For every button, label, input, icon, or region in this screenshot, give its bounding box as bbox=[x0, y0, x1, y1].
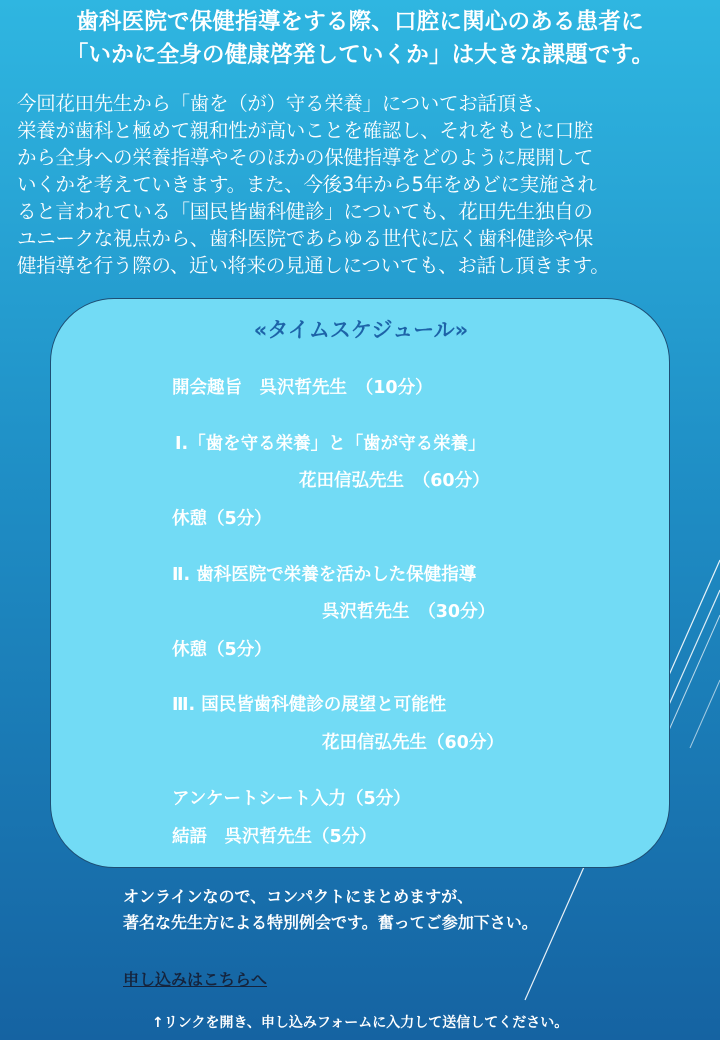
schedule-closing-remarks: 結語 呉沢哲先生（5分） bbox=[172, 827, 377, 847]
schedule-session3-speaker: 花田信弘先生（60分） bbox=[322, 733, 504, 753]
intro-line: 今回花田先生から「歯を（が）守る栄養」についてお話頂き、 bbox=[17, 92, 554, 115]
schedule-session2-title: Ⅱ. 歯科医院で栄養を活かした保健指導 bbox=[172, 565, 477, 585]
closing-message bbox=[123, 884, 538, 936]
intro-line: ると言われている「国民皆歯科健診」についても、花田先生独自の bbox=[17, 200, 593, 223]
intro-line: 栄養が歯科と極めて親和性が高いことを確認し、それをもとに口腔 bbox=[17, 119, 594, 142]
headline-line: 歯科医院で保健指導をする際、口腔に関心のある患者に bbox=[76, 9, 644, 35]
schedule-survey: アンケートシート入力（5分） bbox=[172, 789, 411, 809]
headline-line: 「いかに全身の健康啓発していくか」は大きな課題です。 bbox=[65, 42, 655, 68]
apply-link[interactable]: 申し込みはこちらへ bbox=[123, 970, 268, 989]
intro-line: いくかを考えていきます。また、今後3年から5年をめどに実施され bbox=[17, 173, 597, 196]
intro-paragraph bbox=[17, 90, 717, 279]
schedule-opening: 開会趣旨 呉沢哲先生 （10分） bbox=[172, 378, 433, 398]
intro-line: ユニークな視点から、歯科医院であらゆる世代に広く歯科健診や保 bbox=[17, 227, 594, 250]
schedule-break: 休憩（5分） bbox=[172, 509, 272, 529]
schedule-session1-speaker: 花田信弘先生 （60分） bbox=[299, 471, 490, 491]
closing-line: オンラインなので、コンパクトにまとめますが、 bbox=[123, 887, 474, 906]
closing-line: 著名な先生方による特別例会です。奮ってご参加下さい。 bbox=[123, 913, 538, 932]
schedule-session2-speaker: 呉沢哲先生 （30分） bbox=[322, 602, 496, 622]
schedule-session3-title: Ⅲ. 国民皆歯科健診の展望と可能性 bbox=[172, 695, 447, 715]
footnote: ↑リンクを開き、申し込みフォームに入力して送信してください。 bbox=[152, 1015, 569, 1031]
intro-line: 健指導を行う際の、近い将来の見通しについても、お話し頂きます。 bbox=[17, 254, 610, 277]
headline bbox=[0, 6, 720, 72]
schedule-break: 休憩（5分） bbox=[172, 640, 272, 660]
schedule-box bbox=[50, 298, 670, 868]
schedule-title: «タイムスケジュール» bbox=[253, 318, 469, 342]
intro-line: から全身への栄養指導やそのほかの保健指導をどのように展開して bbox=[17, 146, 594, 169]
schedule-session1-title: Ⅰ.「歯を守る栄養」と「歯が守る栄養」 bbox=[175, 434, 486, 454]
